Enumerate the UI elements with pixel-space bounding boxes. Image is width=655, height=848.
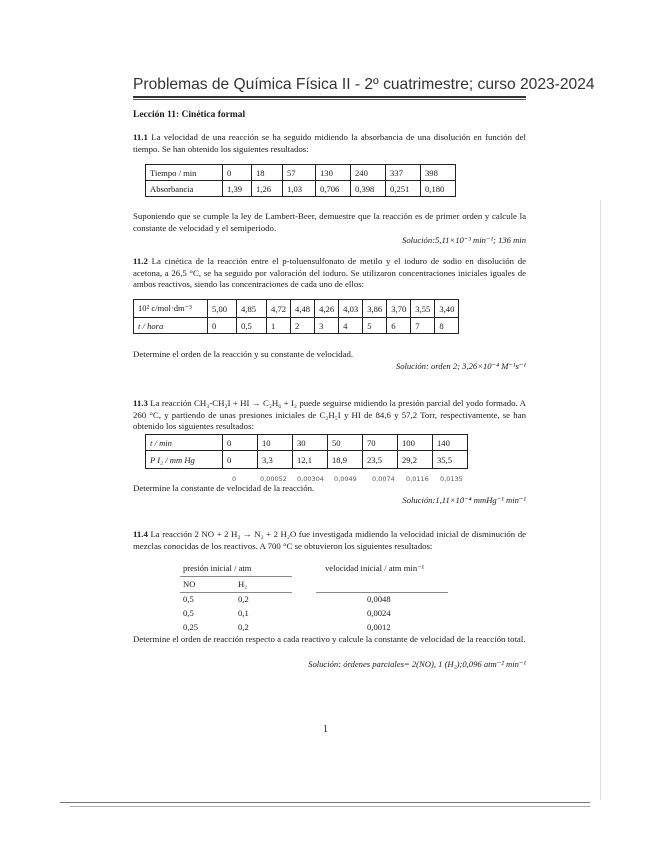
table-cell: 0 <box>223 435 258 451</box>
table-cell: 0,2 <box>238 594 249 604</box>
problem-11-3-solution: Solución:1,11×10⁻⁴ mmHg⁻¹ min⁻¹ <box>402 495 526 505</box>
problem-number: 11.1 <box>133 132 148 142</box>
problem-11-3-question: Determine la constante de velocidad de la reacción. <box>133 483 315 493</box>
table-cell: 4,03 <box>339 300 363 318</box>
table-cell: 1,26 <box>252 181 283 197</box>
table-cell: 140 <box>433 435 468 451</box>
table-cell: 3,86 <box>363 300 387 318</box>
handwritten-note: 0,00052 <box>260 475 287 483</box>
table-cell: 7 <box>411 318 435 334</box>
lesson-title: Lección 11: Cinética formal <box>133 110 246 120</box>
table-cell: 6 <box>387 318 411 334</box>
problem-11-1-table <box>145 164 456 197</box>
table-cell: 0,25 <box>183 622 199 632</box>
handwritten-note: 0,0116 <box>406 475 429 483</box>
table-cell: 100 <box>398 435 433 451</box>
table-cell: 0,251 <box>386 181 421 197</box>
table-cell: 130 <box>316 165 351 181</box>
problem-11-2-statement <box>133 256 526 291</box>
problem-11-2-table <box>133 299 459 334</box>
table-row <box>134 300 459 318</box>
problem-11-1-solution: Solución:5,11×10⁻³ min⁻¹; 136 min <box>402 235 526 245</box>
table-cell: 3,70 <box>387 300 411 318</box>
table-cell: P I₂ / mm Hg <box>146 451 223 469</box>
table-cell: 4,26 <box>315 300 339 318</box>
table-cell: 337 <box>386 165 421 181</box>
table-cell: 0 <box>223 165 252 181</box>
table-cell: 1,39 <box>223 181 252 197</box>
header-rule <box>133 96 526 98</box>
table-cell: 23,5 <box>363 451 398 469</box>
problem-number: 11.2 <box>133 256 148 266</box>
problem-text: La reacción CH₃-CH₂I + HI → C₂H₆ + I₂ puede seguirse midiendo la presión parcial del yodo formado. A 260 °C, y partiendo de unas presiones iniciales de C₂H₅I y HI de 84,6 y 57,2 Torr, respectivamente, se han obtenido los siguientes resultados: <box>133 398 526 431</box>
problem-11-1-statement <box>133 132 526 155</box>
table-cell: 3 <box>315 318 339 334</box>
table-cell: 18,9 <box>328 451 363 469</box>
table-cell: Absorbancia <box>146 181 223 197</box>
table-cell: 0,398 <box>351 181 386 197</box>
handwritten-note: 0,0049 <box>334 475 357 483</box>
table-cell: 0 <box>208 318 237 334</box>
table-cell: 398 <box>421 165 456 181</box>
scan-edge-line <box>600 200 601 800</box>
header-rule-thin <box>133 99 526 100</box>
table-cell: 5 <box>363 318 387 334</box>
table-rule <box>316 592 448 593</box>
table-cell: 35,5 <box>433 451 468 469</box>
problem-11-4-statement <box>133 529 526 552</box>
problem-text: La velocidad de una reacción se ha seguido midiendo la absorbancia de una disolución en función del tiempo. Se han obtenido los siguientes resultados: <box>133 132 526 154</box>
handwritten-note: 0,00304 <box>297 475 324 483</box>
handwritten-note: 0,0135 <box>440 475 463 483</box>
rate-header: velocidad inicial / atm min⁻¹ <box>325 563 425 573</box>
table-cell: 2 <box>291 318 315 334</box>
pressure-header: presión inicial / atm <box>183 563 252 573</box>
table-cell: t / min <box>146 435 223 451</box>
table-cell: 0,0048 <box>367 594 391 604</box>
handwritten-note: 0 <box>232 475 237 483</box>
page-header-title: Problemas de Química Física II - 2º cuatrimestre; curso 2023-2024 <box>133 76 595 93</box>
table-cell: 240 <box>351 165 386 181</box>
table-cell: 0,180 <box>421 181 456 197</box>
table-cell: 0,0024 <box>367 608 391 618</box>
table-rule <box>180 576 292 577</box>
problem-number: 11.3 <box>133 398 148 408</box>
table-cell: 57 <box>283 165 316 181</box>
problem-text: La reacción 2 NO + 2 H₂ → N₂ + 2 H₂O fue investigada midiendo la velocidad inicial de disminución de mezclas conocidas de los reactivos. A 700 °C se obtuvieron los siguientes resultados: <box>133 529 527 551</box>
table-row <box>134 318 459 334</box>
table-cell: 3,55 <box>411 300 435 318</box>
table-cell: 4 <box>339 318 363 334</box>
problem-11-1-question: Suponiendo que se cumple la ley de Lambert-Beer, demuestre que la reacción es de primer orden y calcule la constante de velocidad y el semiperiodo. <box>133 211 526 233</box>
handwritten-note: 0,0074 <box>372 475 395 483</box>
table-row <box>146 435 468 451</box>
table-cell: 1 <box>267 318 291 334</box>
scan-edge-line <box>60 802 590 803</box>
problem-11-3-statement <box>133 398 526 433</box>
col-h2: H₂ <box>238 579 248 589</box>
table-rule <box>180 592 292 593</box>
table-cell: 1,03 <box>283 181 316 197</box>
table-row <box>146 165 456 181</box>
table-cell: 70 <box>363 435 398 451</box>
table-cell: 0,0012 <box>367 622 391 632</box>
table-cell: 0 <box>223 451 258 469</box>
table-cell: 4,48 <box>291 300 315 318</box>
problem-11-4-question: Determine el orden de reacción respecto a cada reactivo y calcule la constante de velocidad de la reacción total. <box>133 634 526 644</box>
table-cell: 0,5 <box>183 594 194 604</box>
table-cell: 30 <box>293 435 328 451</box>
table-cell: 3,3 <box>258 451 293 469</box>
scan-edge-line <box>70 806 590 807</box>
table-cell: Tiempo / min <box>146 165 223 181</box>
table-row <box>146 181 456 197</box>
table-cell: 4,85 <box>237 300 267 318</box>
problem-11-3-table <box>145 434 468 469</box>
problem-11-4-solution: Solución: órdenes parciales= 2(NO), 1 (H₂);0,096 atm⁻² min⁻¹ <box>308 659 526 669</box>
table-cell: 12,1 <box>293 451 328 469</box>
table-cell: 0,706 <box>316 181 351 197</box>
table-cell: 0,2 <box>238 622 249 632</box>
table-cell: 3,40 <box>435 300 459 318</box>
table-cell: 10 <box>258 435 293 451</box>
problem-number: 11.4 <box>133 529 148 539</box>
table-cell: 50 <box>328 435 363 451</box>
table-cell: 0,5 <box>183 608 194 618</box>
col-no: NO <box>183 579 196 589</box>
table-cell: 5,00 <box>208 300 237 318</box>
table-cell: t / hora <box>134 318 208 334</box>
problem-11-2-solution: Solución: orden 2; 3,26×10⁻⁴ M⁻¹s⁻¹ <box>395 361 526 371</box>
table-cell: 4,72 <box>267 300 291 318</box>
table-cell: 0,1 <box>238 608 249 618</box>
table-cell: 29,2 <box>398 451 433 469</box>
page-number: 1 <box>323 724 328 735</box>
problem-text: La cinética de la reacción entre el p-toluensulfonato de metilo y el ioduro de sodio en disolución de acetona, a 26,5 °C, se ha seguido por valoración del ioduro. Se utilizaron concentraciones iniciales iguales de ambos reactivos, siendo las concentraciones de cada uno de ellos: <box>133 256 527 289</box>
table-row <box>146 451 468 469</box>
table-cell: 10² c/mol·dm⁻³ <box>134 300 208 318</box>
problem-11-2-question: Determine el orden de la reacción y su constante de velocidad. <box>133 349 354 359</box>
table-cell: 0,5 <box>237 318 267 334</box>
table-cell: 8 <box>435 318 459 334</box>
table-cell: 18 <box>252 165 283 181</box>
